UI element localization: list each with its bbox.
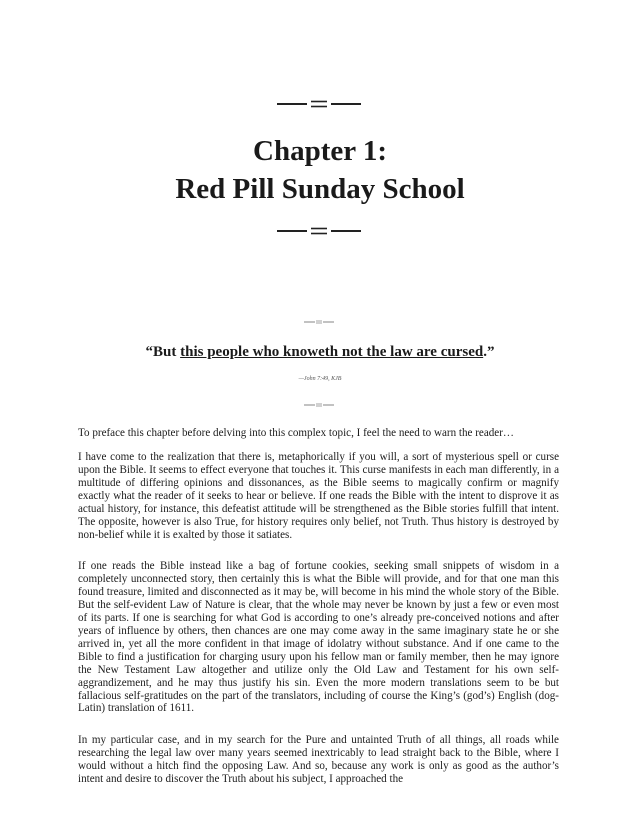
epigraph-close: .”	[483, 344, 495, 360]
paragraph: I have come to the realization that there is, metaphorically if you will, a sort of mysterious spell or curse upon the Bible. It seems to effect everyone that touches it. This curse manifests in each man differently, in a multitude of differing opinions and dissonances, as the Bible seems to magically confirm or magnify exactly what the reader of it seeks to hear or believe. If one reads the Bible with the intent to disprove it as actual history, for instance, this defeatist attitude will be strengthened as the Bible stories fulfill that intent. The opposite, however is also True, for history requires only belief, not Truth. Thus history is destroyed by non-belief while it is exalted by those it satiates.	[78, 451, 559, 541]
paragraph: In my particular case, and in my search for the Pure and untainted Truth of all things, all roads while researching the legal law over many years seemed inextricably to lead straight back to the Bible, where I would without a hitch find the opposing Law. And so, because any work is only as good as the author’s intent and desire to discover the Truth about his subject, I approached the	[78, 734, 559, 785]
paragraph: If one reads the Bible instead like a bag of fortune cookies, seeking small snippets of wisdom in a completely unconnected story, then certainly this is what the Bible will provide, and for that one man this found treasure, limited and disconnected as it may be, will become in his mind the whole story of the Bible. But the self-evident Law of Nature is clear, that the whole may never be known by just a few or even most of its parts. If one is searching for what God is according to one’s already pre-conceived notions and after years of influence by others, then chances are one may come away in the same imaginary state he or she arrived in, yet all the more confident in that image of idolatry without substance. And if one came to the Bible to find a justification for charging usury upon his fellow man or family member, then he may ignore the New Testament Law altogether and utilize only the Old Law and Testament for his own self-aggrandizement, and he may thus justify his sin. Even the more modern translations seem to be but fallacious self-gratitudes on the part of the translators, including of course the King’s (god’s) English (dog-Latin) translation of 1611.	[78, 560, 559, 715]
ornament-small-top	[304, 319, 334, 325]
epigraph-quote	[0, 344, 640, 361]
epigraph-open: “But	[145, 344, 181, 360]
chapter-number: Chapter 1:	[253, 135, 387, 167]
epigraph-citation: —John 7:49, KJB	[298, 376, 342, 382]
paragraph: To preface this chapter before delving into this complex topic, I feel the need to warn the reader…	[78, 427, 515, 439]
ornament-divider-bottom	[277, 225, 361, 237]
ornament-small-bottom	[304, 402, 334, 408]
epigraph	[0, 344, 640, 382]
chapter-title: Red Pill Sunday School	[175, 173, 465, 205]
chapter-heading	[0, 132, 640, 208]
epigraph-underlined: this people who knoweth not the law are cursed	[180, 344, 484, 360]
ornament-divider-top	[277, 98, 361, 110]
